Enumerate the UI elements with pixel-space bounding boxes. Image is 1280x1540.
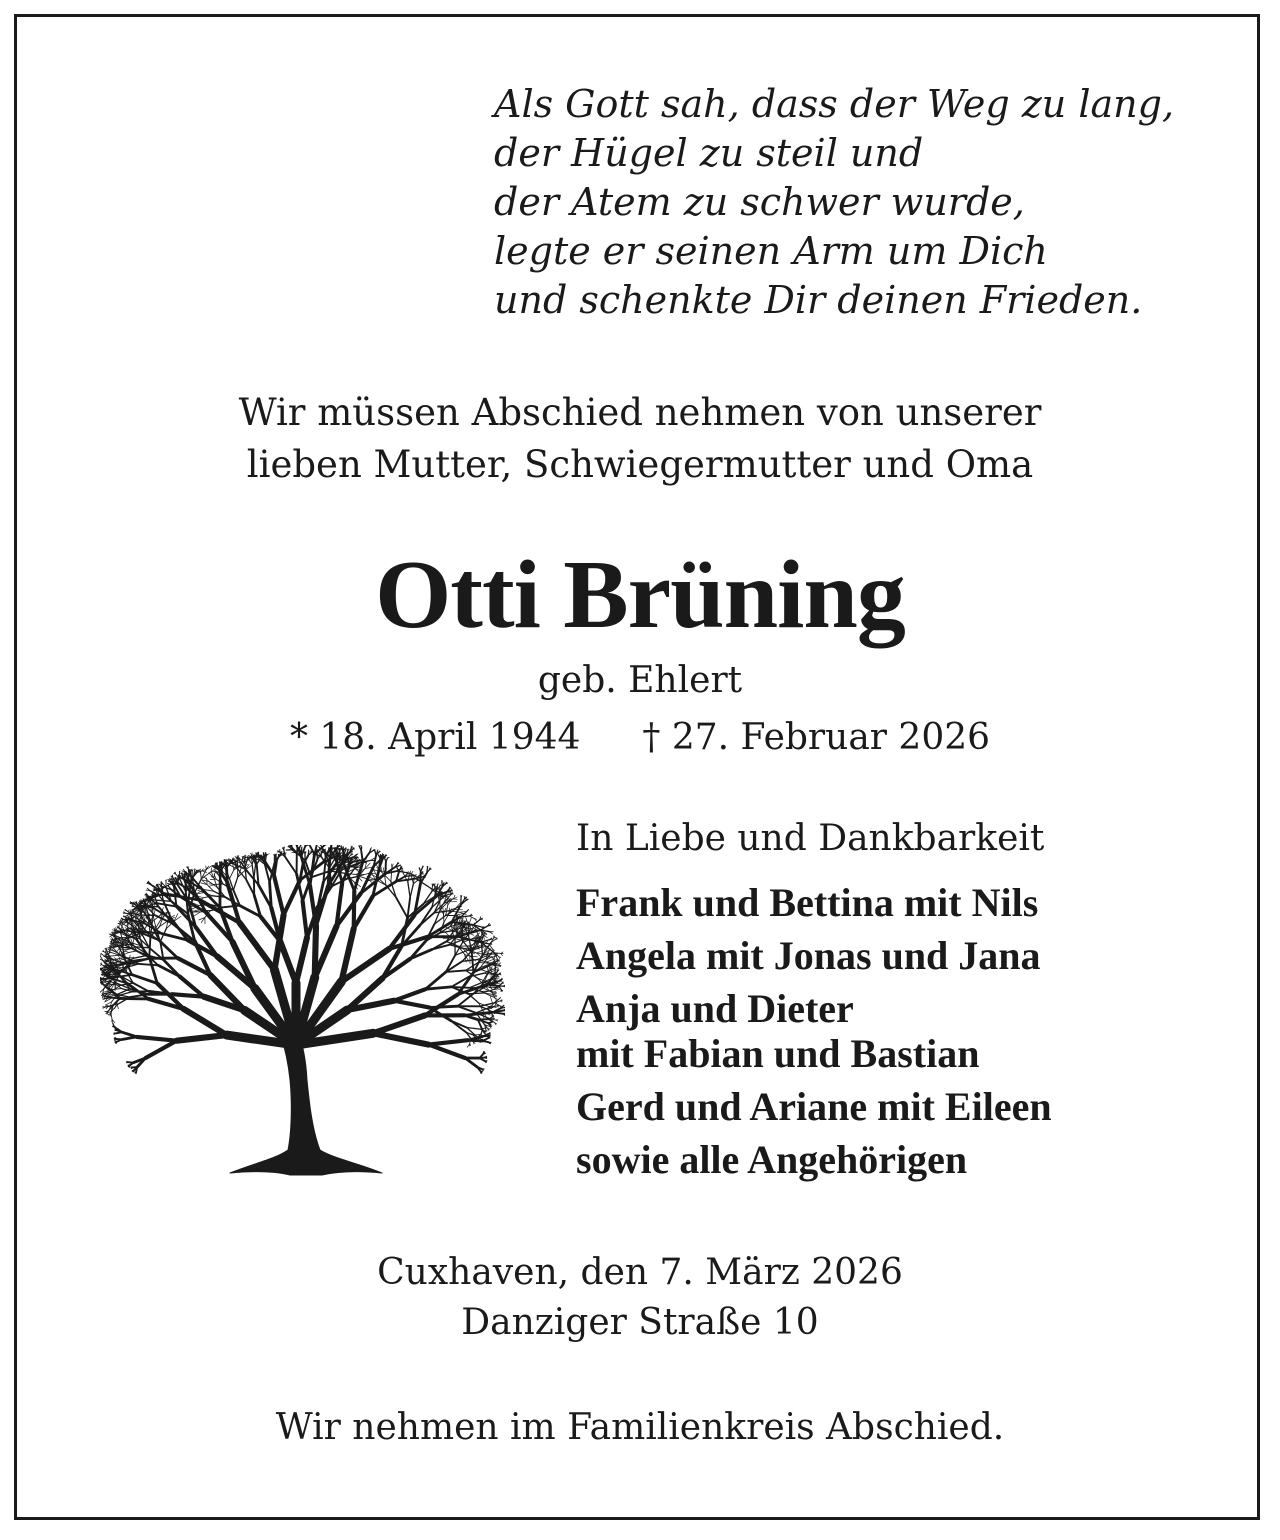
maiden-name: geb. Ehlert [537, 660, 743, 701]
mourners-list [576, 880, 1052, 1190]
mourner-line: sowie alle Angehörigen [576, 1137, 968, 1182]
thanks-heading: In Liebe und Dankbarkeit [576, 818, 1045, 859]
mourner-line: Anja und Dieter [576, 986, 854, 1031]
poem-line: legte er seinen Arm um Dich [494, 229, 1048, 273]
mourner-line: Angela mit Jonas und Jana [576, 933, 1041, 978]
poem-line: der Atem zu schwer wurde, [494, 180, 1025, 224]
poem-line: und schenkte Dir deinen Frieden. [494, 278, 1143, 322]
intro-line: Wir müssen Abschied nehmen von unserer [238, 391, 1042, 434]
deceased-name: Otti Brüning [375, 541, 905, 649]
city-date: Cuxhaven, den 7. März 2026 [377, 1252, 903, 1293]
mourner-entry [576, 1137, 1052, 1182]
mourner-line: Gerd und Ariane mit Eileen [576, 1084, 1052, 1129]
poem-line: Als Gott sah, dass der Weg zu lang, [494, 82, 1175, 126]
place-and-date [0, 1248, 1280, 1348]
intro-line: lieben Mutter, Schwiegermutter und Oma [246, 443, 1034, 486]
closing-text: Wir nehmen im Familienkreis Abschied. [275, 1407, 1005, 1448]
mourner-entry [576, 1084, 1052, 1129]
mourner-entry [576, 986, 1052, 1076]
mourner-line: mit Fabian und Bastian [576, 1031, 980, 1076]
death-date: † 27. Februar 2026 [642, 717, 991, 758]
poem [494, 80, 1174, 325]
poem-line: der Hügel zu steil und [494, 131, 924, 175]
mourner-entry [576, 933, 1052, 978]
intro-text [0, 387, 1280, 491]
address: Danziger Straße 10 [461, 1302, 819, 1343]
tree-icon [100, 845, 505, 1180]
mourner-entry [576, 880, 1052, 925]
birth-date: * 18. April 1944 [289, 717, 581, 758]
life-dates [0, 712, 1280, 764]
mourner-line: Frank und Bettina mit Nils [576, 880, 1039, 925]
